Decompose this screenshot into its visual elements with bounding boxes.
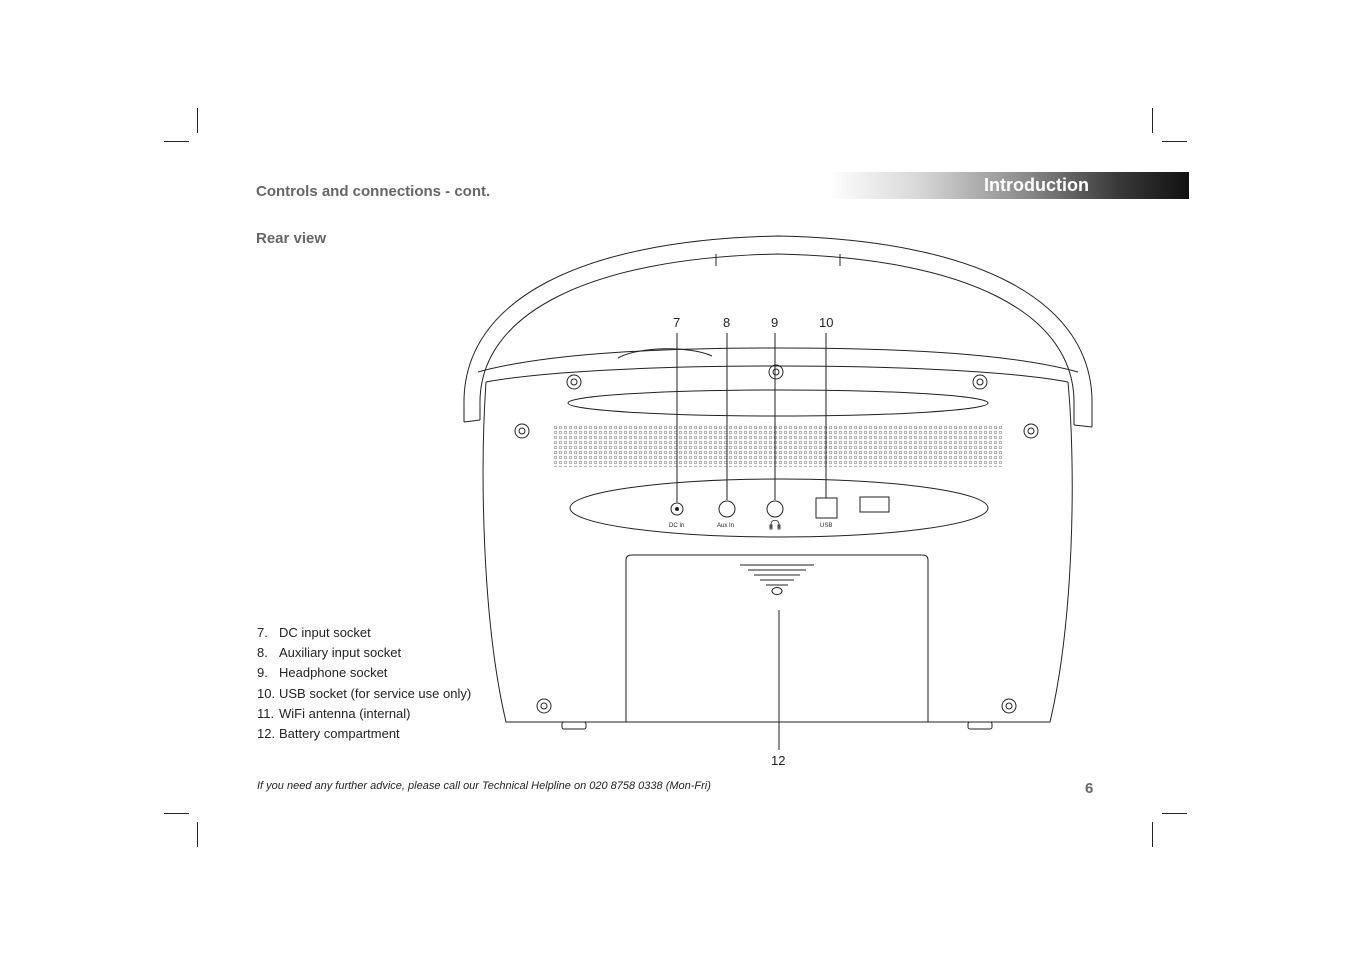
usb-socket-label: USB xyxy=(820,523,833,529)
legend-item xyxy=(257,706,471,726)
legend-text: Headphone socket xyxy=(279,665,388,681)
legend-number: 7. xyxy=(257,625,268,640)
legend-item xyxy=(257,726,471,746)
chapter-banner-label: Introduction xyxy=(984,175,1089,195)
callout-leaders xyxy=(677,333,826,750)
legend-number: 8. xyxy=(257,645,268,661)
legend-item xyxy=(257,645,471,665)
legend-item xyxy=(257,625,471,645)
legend-text: Auxiliary input socket xyxy=(279,645,402,661)
carry-handle xyxy=(464,236,1092,427)
radio-body xyxy=(483,366,1072,722)
callout-7: 7 xyxy=(673,315,681,330)
slot-cover xyxy=(860,497,889,512)
section-title: Controls and connections - cont. xyxy=(256,183,491,200)
legend-text: WiFi antenna (internal) xyxy=(279,705,411,721)
legend-text: USB socket (for service use only) xyxy=(279,685,472,701)
usb-socket xyxy=(816,498,837,529)
dc-socket-label: DC In xyxy=(669,523,685,529)
callout-9: 9 xyxy=(771,315,779,330)
headphone-icon xyxy=(770,520,780,529)
legend-item xyxy=(257,686,471,706)
legend-text: DC input socket xyxy=(279,625,371,640)
dc-input-socket xyxy=(669,503,684,529)
callout-10: 10 xyxy=(819,315,834,330)
legend-text: Battery compartment xyxy=(279,725,400,741)
legend-number: 11. xyxy=(257,705,275,721)
legend-number: 12. xyxy=(257,725,276,741)
headphone-socket xyxy=(767,501,783,529)
legend-number: 10. xyxy=(257,685,276,701)
battery-compartment xyxy=(626,555,928,722)
callout-8: 8 xyxy=(723,315,731,330)
subsection-title: Rear view xyxy=(256,230,327,247)
helpline-note: If you need any further advice, please call our Technical Helpline on 020 8758 0338 (Mon-Fri) xyxy=(257,780,711,792)
feet xyxy=(562,722,992,729)
legend-list xyxy=(257,625,471,746)
legend-item xyxy=(257,665,471,685)
callout-12: 12 xyxy=(771,753,786,768)
legend-number: 9. xyxy=(257,665,268,681)
screws xyxy=(515,365,1038,713)
page-number: 6 xyxy=(1085,780,1094,797)
aux-input-socket xyxy=(717,501,735,529)
aux-socket-label: Aux In xyxy=(717,523,735,529)
